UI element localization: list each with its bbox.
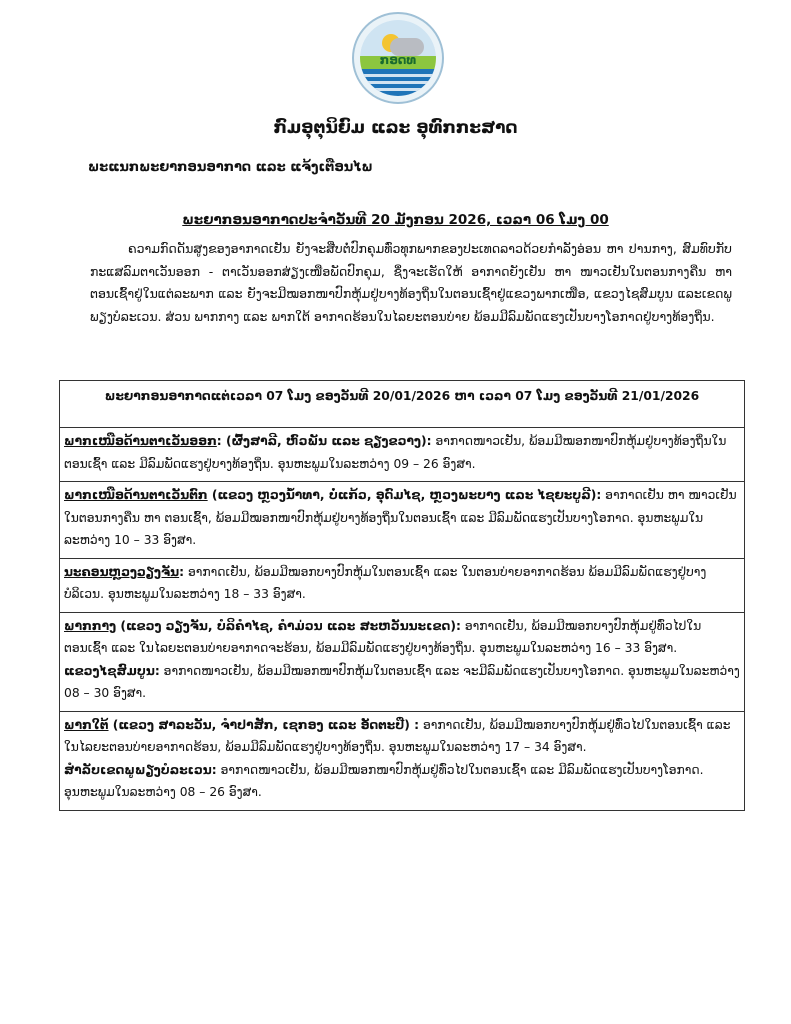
- region-name: ພາກເໜືອດ້ານຕາເວັນອອກ: [64, 434, 217, 448]
- table-row: [60, 612, 745, 711]
- region-name: ພາກເໜືອດ້ານຕາເວັນຕົກ: [64, 488, 208, 502]
- region-name: ນະຄອນຫຼວງວຽງຈັນ: [64, 564, 180, 579]
- table-header-row: [60, 381, 745, 428]
- subregion-name: ສໍາລັບເຂດພູພຽງບໍລະເວນ:: [64, 762, 217, 777]
- forecast-intro-paragraph: ຄວາມກົດດັນສູງຂອງອາກາດເຢັນ ຍັງຈະສືບຕໍ່ປົກຄຸມທົ່ວທຸກພາກຂອງປະເທດລາວດ້ວຍກໍາລັງອ່ອນ ຫາ ປານກາງ, ສົມທົບກັບກະແສລົມຕາເວັນອອກ - ຕາເວັນອອກສ່ຽງເໜືອພັດປົກຄຸມ, ຊຶ່ງຈະເຮັດໃຫ້ ອາກາດຍັງເຢັນ ຫາ ໜາວເຢັນໃນຕອນກາງຄືນ ຫາ ຕອນເຊົ້າຢູ່ໃນແຕ່ລະພາກ ແລະ ຍັງຈະມີໝອກໜາປົກຫຸ້ມຢູ່ບາງທ້ອງຖິ່ນໃນຕອນເຊົ້າຢູ່ແຂວງພາກເໜືອ, ແຂວງໄຊສົມບູນ ແລະເຂດພູພຽງບໍລະເວນ. ສ່ວນ ພາກກາງ ແລະ ພາກໃຕ້ ອາກາດຮ້ອນໃນໄລຍະຕອນບ່າຍ ພ້ອມມີລົມພັດແຮງເປັນບາງໂອກາດຢູ່ບາງທ້ອງຖິ່ນ.: [90, 241, 732, 324]
- logo-water: [360, 69, 436, 96]
- wave-line: [360, 81, 436, 84]
- region-forecast-text: ອາກາດໜາວເຢັນ, ພ້ອມມີໝອກໜາປົກຫຸ້ມຢູ່ບາງທ້ອງຖິ່ນໃນຕອນເຊົ້າ ແລະ ມີລົມພັດແຮງຢູ່ບາງທ້ອງຖິ່ນ. ອຸນຫະພູມໃນລະຫວ່າງ 09 – 26 ອົງສາ.: [64, 434, 727, 471]
- table-row: [60, 558, 745, 612]
- region-provinces: (ແຂວງ ຫຼວງນໍ້າທາ, ບໍ່ແກ້ວ, ອຸດົມໄຊ, ຫຼວງພະບາງ ແລະ ໄຊຍະບູລີ):: [207, 488, 602, 502]
- forecast-cell: [60, 558, 745, 612]
- logo-emblem: [360, 20, 436, 96]
- region-forecast-text: ອາກາດເຢັນ ຫາ ໜາວເຢັນໃນຕອນກາງຄືນ ຫາ ຕອນເຊົ້າ, ພ້ອມມີໝອກໜາປົກຫຸ້ມຢູ່ບາງທ້ອງຖິ່ນໃນຕອນເຊົ້າ ແລະ ມີລົມພັດແຮງເປັນບາງໂອກາດ. ອຸນຫະພູມໃນລະຫວ່າງ 10 – 33 ອົງສາ.: [64, 488, 737, 547]
- forecast-cell: [60, 711, 745, 810]
- table-row: [60, 428, 745, 482]
- wave-line: [360, 88, 436, 91]
- subregion-name: ແຂວງໄຊສົມບູນ:: [64, 663, 160, 678]
- table-header: ພະຍາກອນອາກາດແຕ່ເວລາ 07 ໂມງ ຂອງວັນທີ 20/01/2026 ຫາ ເວລາ 07 ໂມງ ຂອງວັນທີ 21/01/2026: [60, 381, 745, 428]
- region-forecast-text: ອາກາດເຢັນ, ພ້ອມມີໝອກບາງປົກຫຸ້ມຢູ່ທົ່ວໄປໃນຕອນເຊົ້າ ແລະ ໃນໄລຍະຕອນບ່າຍອາກາດຈະຮ້ອນ, ພ້ອມມີລົມພັດແຮງຢູ່ບາງທ້ອງຖິ່ນ. ອຸນຫະພູມໃນລະຫວ່າງ 16 – 33 ອົງສາ.: [64, 618, 702, 655]
- logo-abbreviation: ກອດທ: [379, 53, 417, 68]
- region-provinces: (ແຂວງ ວຽງຈັນ, ບໍລິຄໍາໄຊ, ຄໍາມ່ວນ ແລະ ສະຫວັນນະເຂດ):: [116, 618, 461, 633]
- region-forecast-text: ອາກາດເຢັນ, ພ້ອມມີໝອກບາງປົກຫຸ້ມໃນຕອນເຊົ້າ ແລະ ໃນຕອນບ່າຍອາກາດຮ້ອນ ພ້ອມມີລົມພັດແຮງຢູ່ບາງບໍລິເວນ. ອຸນຫະພູມໃນລະຫວ່າງ 18 – 33 ອົງສາ.: [64, 564, 707, 601]
- table-row: [60, 711, 745, 810]
- ministry-title: ກົມອຸຕຸນິຍົມ ແລະ ອຸທົກກະສາດ: [273, 118, 518, 138]
- region-forecast-text: ອາກາດເຢັນ, ພ້ອມມີໝອກບາງປົກຫຸ້ມຢູ່ທົ່ວໄປໃນຕອນເຊົ້າ ແລະ ໃນໄລຍະຕອນບ່າຍອາກາດຮ້ອນ, ພ້ອມມີລົມພັດແຮງຢູ່ບາງທ້ອງຖິ່ນ. ອຸນຫະພູມໃນລະຫວ່າງ 17 – 34 ອົງສາ.: [64, 717, 731, 754]
- forecast-cell: [60, 428, 745, 482]
- dmh-logo-icon: [352, 12, 444, 104]
- table-row: [60, 482, 745, 559]
- wave-line: [360, 74, 436, 77]
- regional-forecast-table: [59, 380, 745, 811]
- region-name: ພາກໃຕ້: [64, 717, 109, 732]
- forecast-cell: [60, 482, 745, 559]
- region-name: ພາກກາງ: [64, 618, 117, 633]
- region-provinces: (ແຂວງ ສາລະວັນ, ຈໍາປາສັກ, ເຊກອງ ແລະ ອັດຕະປື) :: [108, 717, 420, 732]
- department-name: ພະແນກພະຍາກອນອາກາດ ແລະ ແຈ້ງເຕືອນໄພ: [88, 160, 373, 175]
- region-provinces: :: [179, 564, 185, 579]
- forecast-title: ພະຍາກອນອາກາດປະຈໍາວັນທີ 20 ມັງກອນ 2026, ເວລາ 06 ໂມງ 00: [182, 212, 609, 228]
- forecast-cell: [60, 612, 745, 711]
- subregion-forecast-text: ອາກາດໜາວເຢັນ, ພ້ອມມີໝອກໜາປົກຫຸ້ມໃນຕອນເຊົ້າ ແລະ ຈະມີລົມພັດແຮງເປັນບາງໂອກາດ. ອຸນຫະພູມໃນລະຫວ່າງ 08 – 30 ອົງສາ.: [64, 663, 740, 700]
- region-provinces: : (ຜົ້ງສາລີ, ຫົວພັນ ແລະ ຊຽງຂວາງ):: [216, 434, 432, 448]
- subregion-forecast-text: ອາກາດໜາວເຢັນ, ພ້ອມມີໝອກໜາປົກຫຸ້ມຢູ່ທົ່ວໄປໃນຕອນເຊົ້າ ແລະ ມີລົມພັດແຮງເປັນບາງໂອກາດ. ອຸນຫະພູມໃນລະຫວ່າງ 08 – 26 ອົງສາ.: [64, 762, 704, 799]
